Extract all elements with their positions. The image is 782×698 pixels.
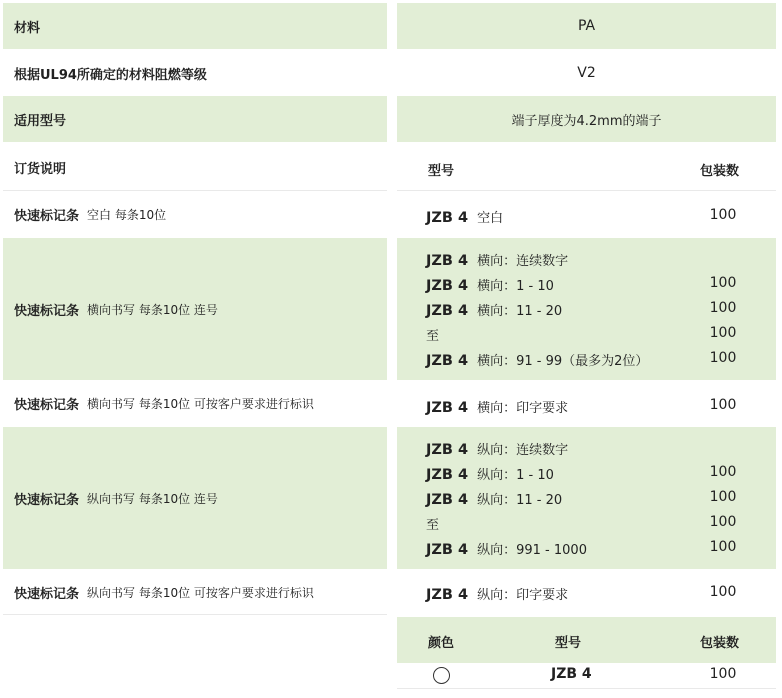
color-table-quantity-header: 包装数 — [700, 636, 740, 651]
material-value: PA — [397, 3, 776, 49]
order-line-quantity: 100 — [709, 464, 737, 480]
color-table-model-header: 型号 — [555, 636, 582, 651]
order-line-quantity: 100 — [709, 514, 737, 530]
order-line-quantity: 100 — [709, 207, 737, 223]
order-line-quantity: 100 — [709, 584, 737, 600]
flame-rating-label: 根据UL94所确定的材料阻燃等级 — [14, 67, 207, 83]
order-line-quantity: 100 — [709, 489, 737, 505]
order-line: 至 — [426, 329, 440, 344]
order-row-label: 快速标记条 纵向书写 每条10位 连号 — [3, 427, 387, 569]
order-row-label: 快速标记条 横向书写 每条10位 连号 — [3, 238, 387, 380]
order-line-quantity: 100 — [709, 539, 737, 555]
order-info-label: 订货说明 — [14, 161, 67, 177]
flame-rating-value: V2 — [577, 65, 596, 81]
order-line-quantity: 100 — [709, 350, 737, 366]
color-table-quantity: 100 — [709, 666, 737, 682]
order-line-quantity: 100 — [709, 397, 737, 413]
quantity-column-header: 包装数 — [700, 164, 740, 179]
order-line: 至 — [426, 518, 440, 533]
color-table-model: JZB 4 — [551, 666, 592, 682]
order-row-label: 快速标记条 空白 每条10位 — [14, 207, 167, 224]
row-divider — [3, 614, 387, 615]
order-row-label: 快速标记条 纵向书写 每条10位 可按客户要求进行标识 — [14, 585, 314, 602]
row-divider — [397, 190, 776, 191]
order-line-quantity: 100 — [709, 325, 737, 341]
order-line: JZB 4 纵向：1 - 10 — [426, 467, 554, 483]
applicable-type-label: 适用型号 — [3, 96, 387, 142]
order-line: JZB 4 横向：91 - 99（最多为2位） — [426, 353, 649, 369]
order-line: JZB 4 纵向：991 - 1000 — [426, 542, 587, 558]
order-row-label: 快速标记条 横向书写 每条10位 可按客户要求进行标识 — [14, 396, 314, 413]
model-column-header: 型号 — [428, 164, 455, 179]
order-line-quantity: 100 — [709, 275, 737, 291]
order-line: JZB 4 纵向：印字要求 — [426, 587, 569, 603]
applicable-type-value: 端子厚度为4.2mm的端子 — [397, 96, 776, 142]
order-line: JZB 4 横向：连续数字 — [426, 253, 569, 269]
order-line: JZB 4 纵向：11 - 20 — [426, 492, 563, 508]
order-line: JZB 4 纵向：连续数字 — [426, 442, 569, 458]
order-line: JZB 4 空白 — [426, 210, 504, 226]
white-color-swatch-icon — [433, 667, 450, 684]
order-line: JZB 4 横向：1 - 10 — [426, 278, 554, 294]
material-label: 材料 — [3, 3, 387, 49]
row-divider — [397, 688, 776, 689]
order-line: JZB 4 横向：印字要求 — [426, 400, 569, 416]
color-column-header: 颜色 — [428, 636, 455, 651]
order-line: JZB 4 横向：11 - 20 — [426, 303, 563, 319]
order-line-quantity: 100 — [709, 300, 737, 316]
